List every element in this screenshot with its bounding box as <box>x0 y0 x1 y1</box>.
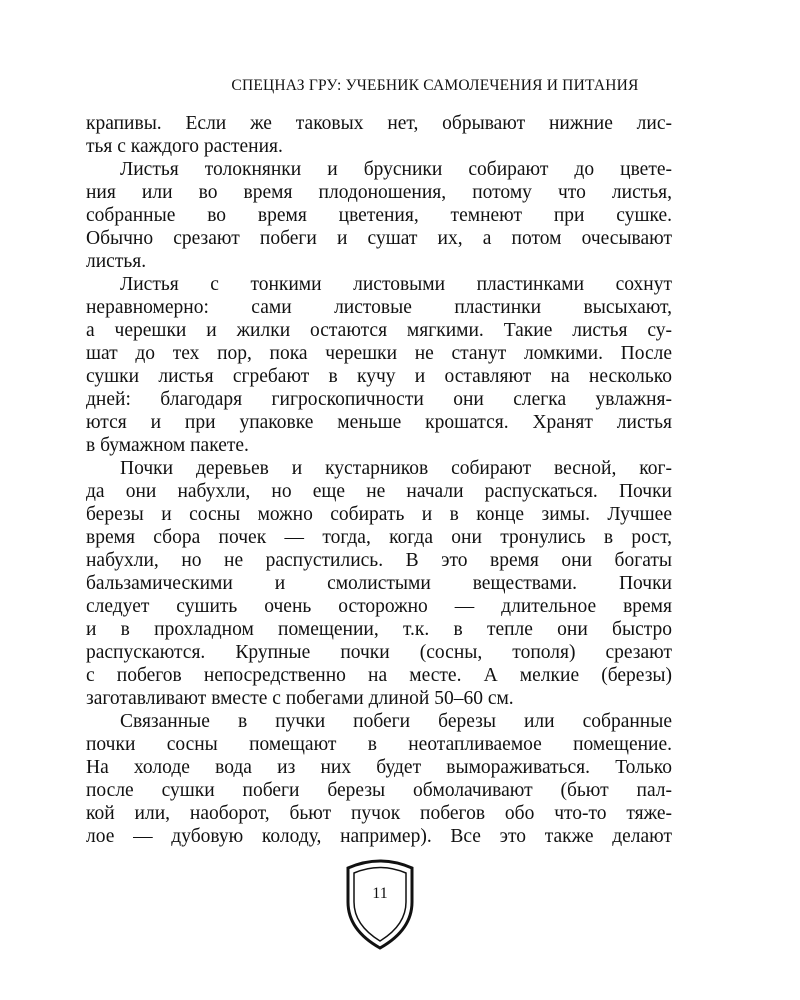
text-line: время сбора почек — тогда, когда они тронулись в рост, <box>86 527 672 548</box>
text-line: Листья с тонкими листовыми пластинками сохнут <box>120 274 672 295</box>
text-line: ются и при упаковке меньше крошатся. Хранят листья <box>86 412 672 433</box>
text-line: и в прохладном помещении, т.к. в тепле они быстро <box>86 619 672 640</box>
text-line: в бумажном пакете. <box>86 435 249 456</box>
text-line: после сушки побеги березы обмолачивают (бьют пал- <box>86 780 672 801</box>
text-line: Почки деревьев и кустарников собирают весной, ког- <box>120 458 672 479</box>
text-line: с побегов непосредственно на месте. А мелкие (березы) <box>86 665 672 686</box>
text-line: лое — дубовую колоду, например). Все это также делают <box>86 826 672 847</box>
text-line: почки сосны помещают в неотапливаемое помещение. <box>86 734 672 755</box>
text-line: распускаются. Крупные почки (сосны, тополя) срезают <box>86 642 672 663</box>
page-number: 11 <box>372 885 388 902</box>
text-line: Связанные в пучки побеги березы или собранные <box>120 711 672 732</box>
text-line: На холоде вода из них будет вымораживаться. Только <box>86 757 672 778</box>
text-line: березы и сосны можно собирать и в конце зимы. Лучшее <box>86 504 672 525</box>
running-header: СПЕЦНАЗ ГРУ: УЧЕБНИК САМОЛЕЧЕНИЯ И ПИТАНИЯ <box>231 77 639 94</box>
text-line: Обычно срезают побеги и сушат их, а потом очесывают <box>86 228 672 249</box>
text-line: Листья толокнянки и брусники собирают до цвете- <box>120 159 672 180</box>
text-line: а черешки и жилки остаются мягкими. Такие листья су- <box>86 320 672 341</box>
text-line: шат до тех пор, пока черешки не станут ломкими. После <box>86 343 672 364</box>
text-line: набухли, но не распустились. В это время они богаты <box>86 550 672 571</box>
text-line: кой или, наоборот, бьют пучок побегов обо что-то тяже- <box>86 803 672 824</box>
text-line: листья. <box>86 251 147 272</box>
text-line: следует сушить очень осторожно — длительное время <box>86 596 672 617</box>
body-text <box>86 112 672 848</box>
text-line: да они набухли, но еще не начали распускаться. Почки <box>86 481 672 502</box>
text-line: заготавливают вместе с побегами длиной 50–60 см. <box>86 688 514 709</box>
text-line: дней: благодаря гигроскопичности они слегка увлажня- <box>86 389 672 410</box>
text-line: ния или во время плодоношения, потому что листья, <box>86 182 672 203</box>
shield-icon <box>344 858 416 950</box>
text-line: сушки листья сгребают в кучу и оставляют на несколько <box>86 366 672 387</box>
page-badge <box>344 858 416 950</box>
text-line: неравномерно: сами листовые пластинки высыхают, <box>86 297 672 318</box>
text-line: крапивы. Если же таковых нет, обрывают нижние лис- <box>86 113 672 134</box>
text-line: бальзамическими и смолистыми веществами. Почки <box>86 573 672 594</box>
text-line: тья с каждого растения. <box>86 136 283 157</box>
text-line: собранные во время цветения, темнеют при сушке. <box>86 205 672 226</box>
